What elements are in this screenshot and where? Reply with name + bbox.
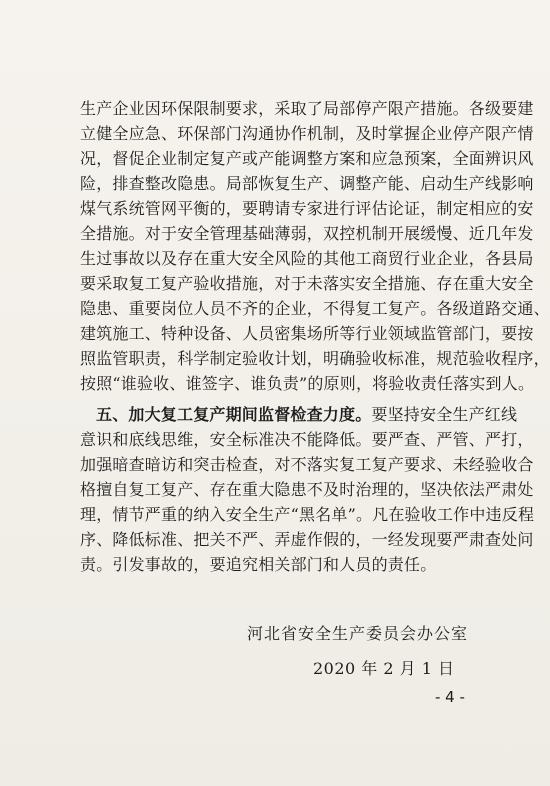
body-line: 生产企业因环保限制要求，采取了局部停产限产措施。各级要建 xyxy=(80,99,534,118)
body-line: 按照“谁验收、谁签字、谁负责”的原则，将验收责任落实到人。 xyxy=(80,374,535,393)
body-line: 建筑施工、特种设备、人员密集场所等行业领域监管部门，要按 xyxy=(80,324,534,343)
body-line: 生过事故以及存在重大安全风险的其他工商贸行业企业，各县局 xyxy=(80,249,534,268)
body-line: 照监管职责，科学制定验收计划，明确验收标准，规范验收程序， xyxy=(80,349,550,368)
signature-date: 2020 年 2 月 1 日 xyxy=(313,659,455,678)
section-five-line: 理，情节严重的纳入安全生产“黑名单”。凡在验收工作中违反程 xyxy=(80,505,535,524)
section-five-line: 序、降低标准、把关不严、弄虚作假的，一经发现要严肃查处问 xyxy=(80,530,534,549)
page-number: - 4 - xyxy=(435,688,465,706)
body-line: 全措施。对于安全管理基础薄弱，双控机制开展缓慢、近几年发 xyxy=(80,224,534,243)
section-five-first-line xyxy=(96,402,518,427)
body-line: 煤气系统管网平衡的，要聘请专家进行评估论证，制定相应的安 xyxy=(80,199,534,218)
body-line: 隐患、重要岗位人员不齐的企业，不得复工复产。各级道路交通、 xyxy=(80,299,550,318)
section-five-line: 责。引发事故的，要追究相关部门和人员的责任。 xyxy=(80,555,437,574)
section-five-line: 格擅自复工复产、存在重大隐患不及时治理的，坚决依法严肃处 xyxy=(80,480,534,499)
section-five-line: 加强暗查暗访和突击检查，对不落实复工复产要求、未经验收合 xyxy=(80,455,534,474)
section-five-first-line-text: 要坚持安全生产红线 xyxy=(371,405,518,424)
body-line: 况，督促企业制定复产或产能调整方案和应急预案，全面辨识风 xyxy=(80,149,534,168)
body-line: 要采取复工复产验收措施，对于未落实安全措施、存在重大安全 xyxy=(80,274,534,293)
body-line: 立健全应急、环保部门沟通协作机制，及时掌握企业停产限产情 xyxy=(80,124,534,143)
signature-organization: 河北省安全生产委员会办公室 xyxy=(247,624,469,643)
section-five-line: 意识和底线思维，安全标准决不能降低。要严查、严管、严打， xyxy=(80,430,534,449)
section-five-heading: 五、加大复工复产期间监督检查力度。 xyxy=(96,405,372,424)
body-line: 险，排查整改隐患。局部恢复生产、调整产能、启动生产线影响 xyxy=(80,174,534,193)
